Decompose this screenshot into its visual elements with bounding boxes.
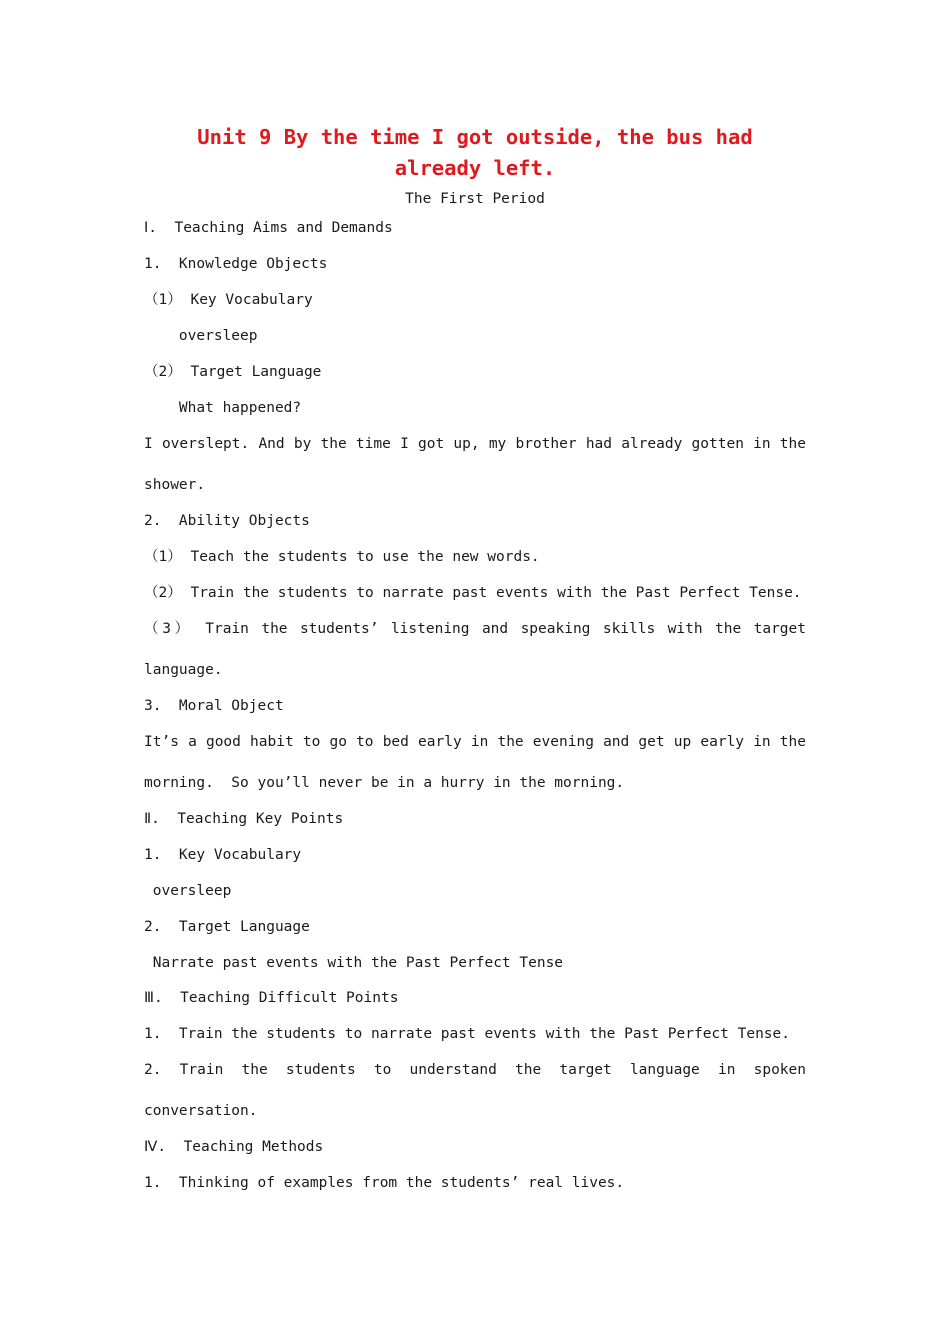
section-heading-key-points: Ⅱ. Teaching Key Points	[144, 811, 344, 827]
knowledge-objects-heading: 1. Knowledge Objects	[144, 256, 328, 272]
key-vocabulary-subheading: （1） Key Vocabulary	[144, 292, 313, 308]
method-item-1: 1. Thinking of examples from the students’ real lives.	[144, 1175, 625, 1191]
document-title: Unit 9 By the time I got outside, the bus had already left.	[197, 125, 753, 180]
ability-item-1: （1） Teach the students to use the new words.	[144, 549, 540, 565]
difficult-point-2: 2. Train the students to understand the target language in spoken	[144, 1062, 806, 1078]
difficult-point-1: 1. Train the students to narrate past events with the Past Perfect Tense.	[144, 1026, 791, 1042]
target-language-answer: I overslept. And by the time I got up, my brother had already gotten in the	[144, 436, 806, 452]
moral-object-text-cont: morning. So you’ll never be in a hurry in the morning.	[144, 775, 625, 791]
key-points-target-language-item: Narrate past events with the Past Perfect Tense	[144, 955, 564, 971]
section-heading-methods: Ⅳ. Teaching Methods	[144, 1139, 324, 1155]
key-points-target-language: 2. Target Language	[144, 919, 310, 935]
difficult-point-2-cont: conversation.	[144, 1103, 258, 1119]
target-language-subheading: （2） Target Language	[144, 364, 322, 380]
target-language-question: What happened?	[144, 400, 302, 416]
ability-item-2: （2） Train the students to narrate past events with the Past Perfect Tense.	[144, 585, 802, 601]
section-heading-aims: Ⅰ. Teaching Aims and Demands	[144, 220, 393, 236]
moral-object-text: It’s a good habit to go to bed early in the evening and get up early in the	[144, 734, 806, 750]
ability-objects-heading: 2. Ability Objects	[144, 513, 310, 529]
section-heading-difficult-points: Ⅲ. Teaching Difficult Points	[144, 990, 399, 1006]
ability-item-3-cont: language.	[144, 662, 223, 678]
moral-object-heading: 3. Moral Object	[144, 698, 284, 714]
target-language-answer-cont: shower.	[144, 477, 206, 493]
vocabulary-item: oversleep	[144, 328, 258, 344]
ability-item-3: （3） Train the students’ listening and speaking skills with the target	[144, 621, 806, 637]
key-points-vocabulary: 1. Key Vocabulary	[144, 847, 302, 863]
key-points-vocabulary-item: oversleep	[144, 883, 232, 899]
period-subtitle: The First Period	[405, 191, 545, 207]
